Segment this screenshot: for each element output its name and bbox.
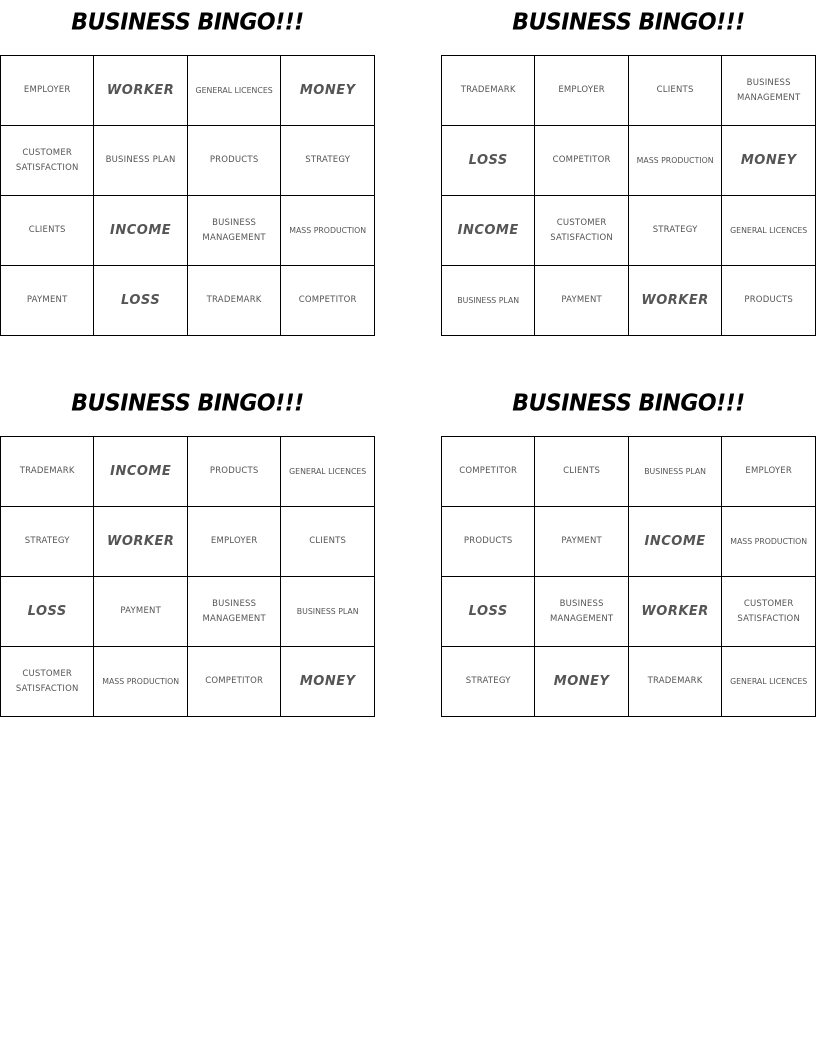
bingo-cell: STRATEGY	[628, 196, 722, 266]
bingo-cell: PRODUCTS	[187, 126, 281, 196]
bingo-cell: CUSTOMER SATISFACTION	[722, 577, 816, 647]
bingo-cell: MONEY	[281, 647, 375, 717]
bingo-cell: PAYMENT	[535, 507, 628, 577]
bingo-cell: STRATEGY	[281, 126, 375, 196]
grid-row	[442, 437, 816, 507]
bingo-cell: INCOME	[94, 196, 187, 266]
bingo-cell: PAYMENT	[1, 266, 94, 336]
bingo-cell: TRADEMARK	[187, 266, 281, 336]
card-title: BUSINESS BINGO!!!	[512, 390, 745, 417]
bingo-cell: BUSINESS PLAN	[628, 437, 722, 507]
bingo-cell: BUSINESS PLAN	[442, 266, 535, 336]
bingo-cell: PAYMENT	[94, 577, 188, 647]
bingo-cell: MASS PRODUCTION	[628, 126, 722, 196]
bingo-cell: CUSTOMER SATISFACTION	[1, 647, 94, 717]
card-title: BUSINESS BINGO!!!	[512, 9, 745, 36]
grid-row	[442, 507, 816, 577]
bingo-cell: INCOME	[442, 196, 535, 266]
grid-row	[442, 577, 816, 647]
bingo-cell: MONEY	[535, 647, 628, 717]
bingo-cell: COMPETITOR	[442, 437, 535, 507]
bingo-cell: BUSINESS MANAGEMENT	[722, 56, 816, 126]
bingo-cell: COMPETITOR	[187, 647, 280, 717]
grid-row	[442, 196, 816, 266]
bingo-cell: PRODUCTS	[187, 437, 280, 507]
bingo-cell: STRATEGY	[1, 507, 94, 577]
bingo-cell: MONEY	[281, 56, 375, 126]
bingo-cell: LOSS	[94, 266, 187, 336]
grid-row	[442, 266, 816, 336]
grid-row	[442, 126, 816, 196]
bingo-cell: GENERAL LICENCES	[187, 56, 281, 126]
bingo-cell: CUSTOMER SATISFACTION	[535, 196, 628, 266]
bingo-cell: WORKER	[628, 266, 722, 336]
grid-row	[1, 126, 375, 196]
bingo-cell: MASS PRODUCTION	[281, 196, 375, 266]
bingo-cell: TRADEMARK	[628, 647, 722, 717]
bingo-cell: MASS PRODUCTION	[722, 507, 816, 577]
bingo-grid	[441, 55, 816, 336]
bingo-grid	[0, 55, 375, 336]
bingo-cell: CLIENTS	[281, 507, 375, 577]
bingo-cell: LOSS	[442, 577, 535, 647]
bingo-cell: BUSINESS MANAGEMENT	[535, 577, 628, 647]
bingo-cell: EMPLOYER	[1, 56, 94, 126]
bingo-cell: CLIENTS	[535, 437, 628, 507]
bingo-cell: TRADEMARK	[1, 437, 94, 507]
card-title: BUSINESS BINGO!!!	[71, 390, 304, 417]
grid-row	[1, 437, 375, 507]
bingo-cell: GENERAL LICENCES	[722, 196, 816, 266]
bingo-cell: BUSINESS MANAGEMENT	[187, 577, 280, 647]
bingo-grid	[441, 436, 816, 717]
bingo-cell: LOSS	[1, 577, 94, 647]
bingo-cell: WORKER	[628, 577, 722, 647]
bingo-cell: STRATEGY	[442, 647, 535, 717]
bingo-cell: MASS PRODUCTION	[94, 647, 188, 717]
bingo-cell: GENERAL LICENCES	[722, 647, 816, 717]
bingo-grid	[0, 436, 375, 717]
bingo-cell: WORKER	[94, 56, 187, 126]
bingo-cell: PRODUCTS	[442, 507, 535, 577]
grid-row	[1, 647, 375, 717]
grid-row	[1, 266, 375, 336]
grid-row	[1, 56, 375, 126]
bingo-cell: CUSTOMER SATISFACTION	[1, 126, 94, 196]
bingo-cell: PAYMENT	[535, 266, 628, 336]
card-title: BUSINESS BINGO!!!	[71, 9, 304, 36]
bingo-cell: BUSINESS PLAN	[94, 126, 187, 196]
bingo-cell: GENERAL LICENCES	[281, 437, 375, 507]
bingo-cell: INCOME	[94, 437, 188, 507]
bingo-cell: BUSINESS MANAGEMENT	[187, 196, 281, 266]
bingo-cell: PRODUCTS	[722, 266, 816, 336]
bingo-cell: EMPLOYER	[187, 507, 280, 577]
bingo-cell: TRADEMARK	[442, 56, 535, 126]
bingo-cell: WORKER	[94, 507, 188, 577]
grid-row	[442, 56, 816, 126]
grid-row	[1, 577, 375, 647]
bingo-cell: LOSS	[442, 126, 535, 196]
bingo-cell: CLIENTS	[628, 56, 722, 126]
grid-row	[1, 507, 375, 577]
bingo-cell: CLIENTS	[1, 196, 94, 266]
bingo-cell: EMPLOYER	[722, 437, 816, 507]
bingo-cell: MONEY	[722, 126, 816, 196]
bingo-cell: COMPETITOR	[281, 266, 375, 336]
bingo-cell: COMPETITOR	[535, 126, 628, 196]
grid-row	[442, 647, 816, 717]
bingo-cell: BUSINESS PLAN	[281, 577, 375, 647]
grid-row	[1, 196, 375, 266]
bingo-cell: EMPLOYER	[535, 56, 628, 126]
bingo-cell: INCOME	[628, 507, 722, 577]
